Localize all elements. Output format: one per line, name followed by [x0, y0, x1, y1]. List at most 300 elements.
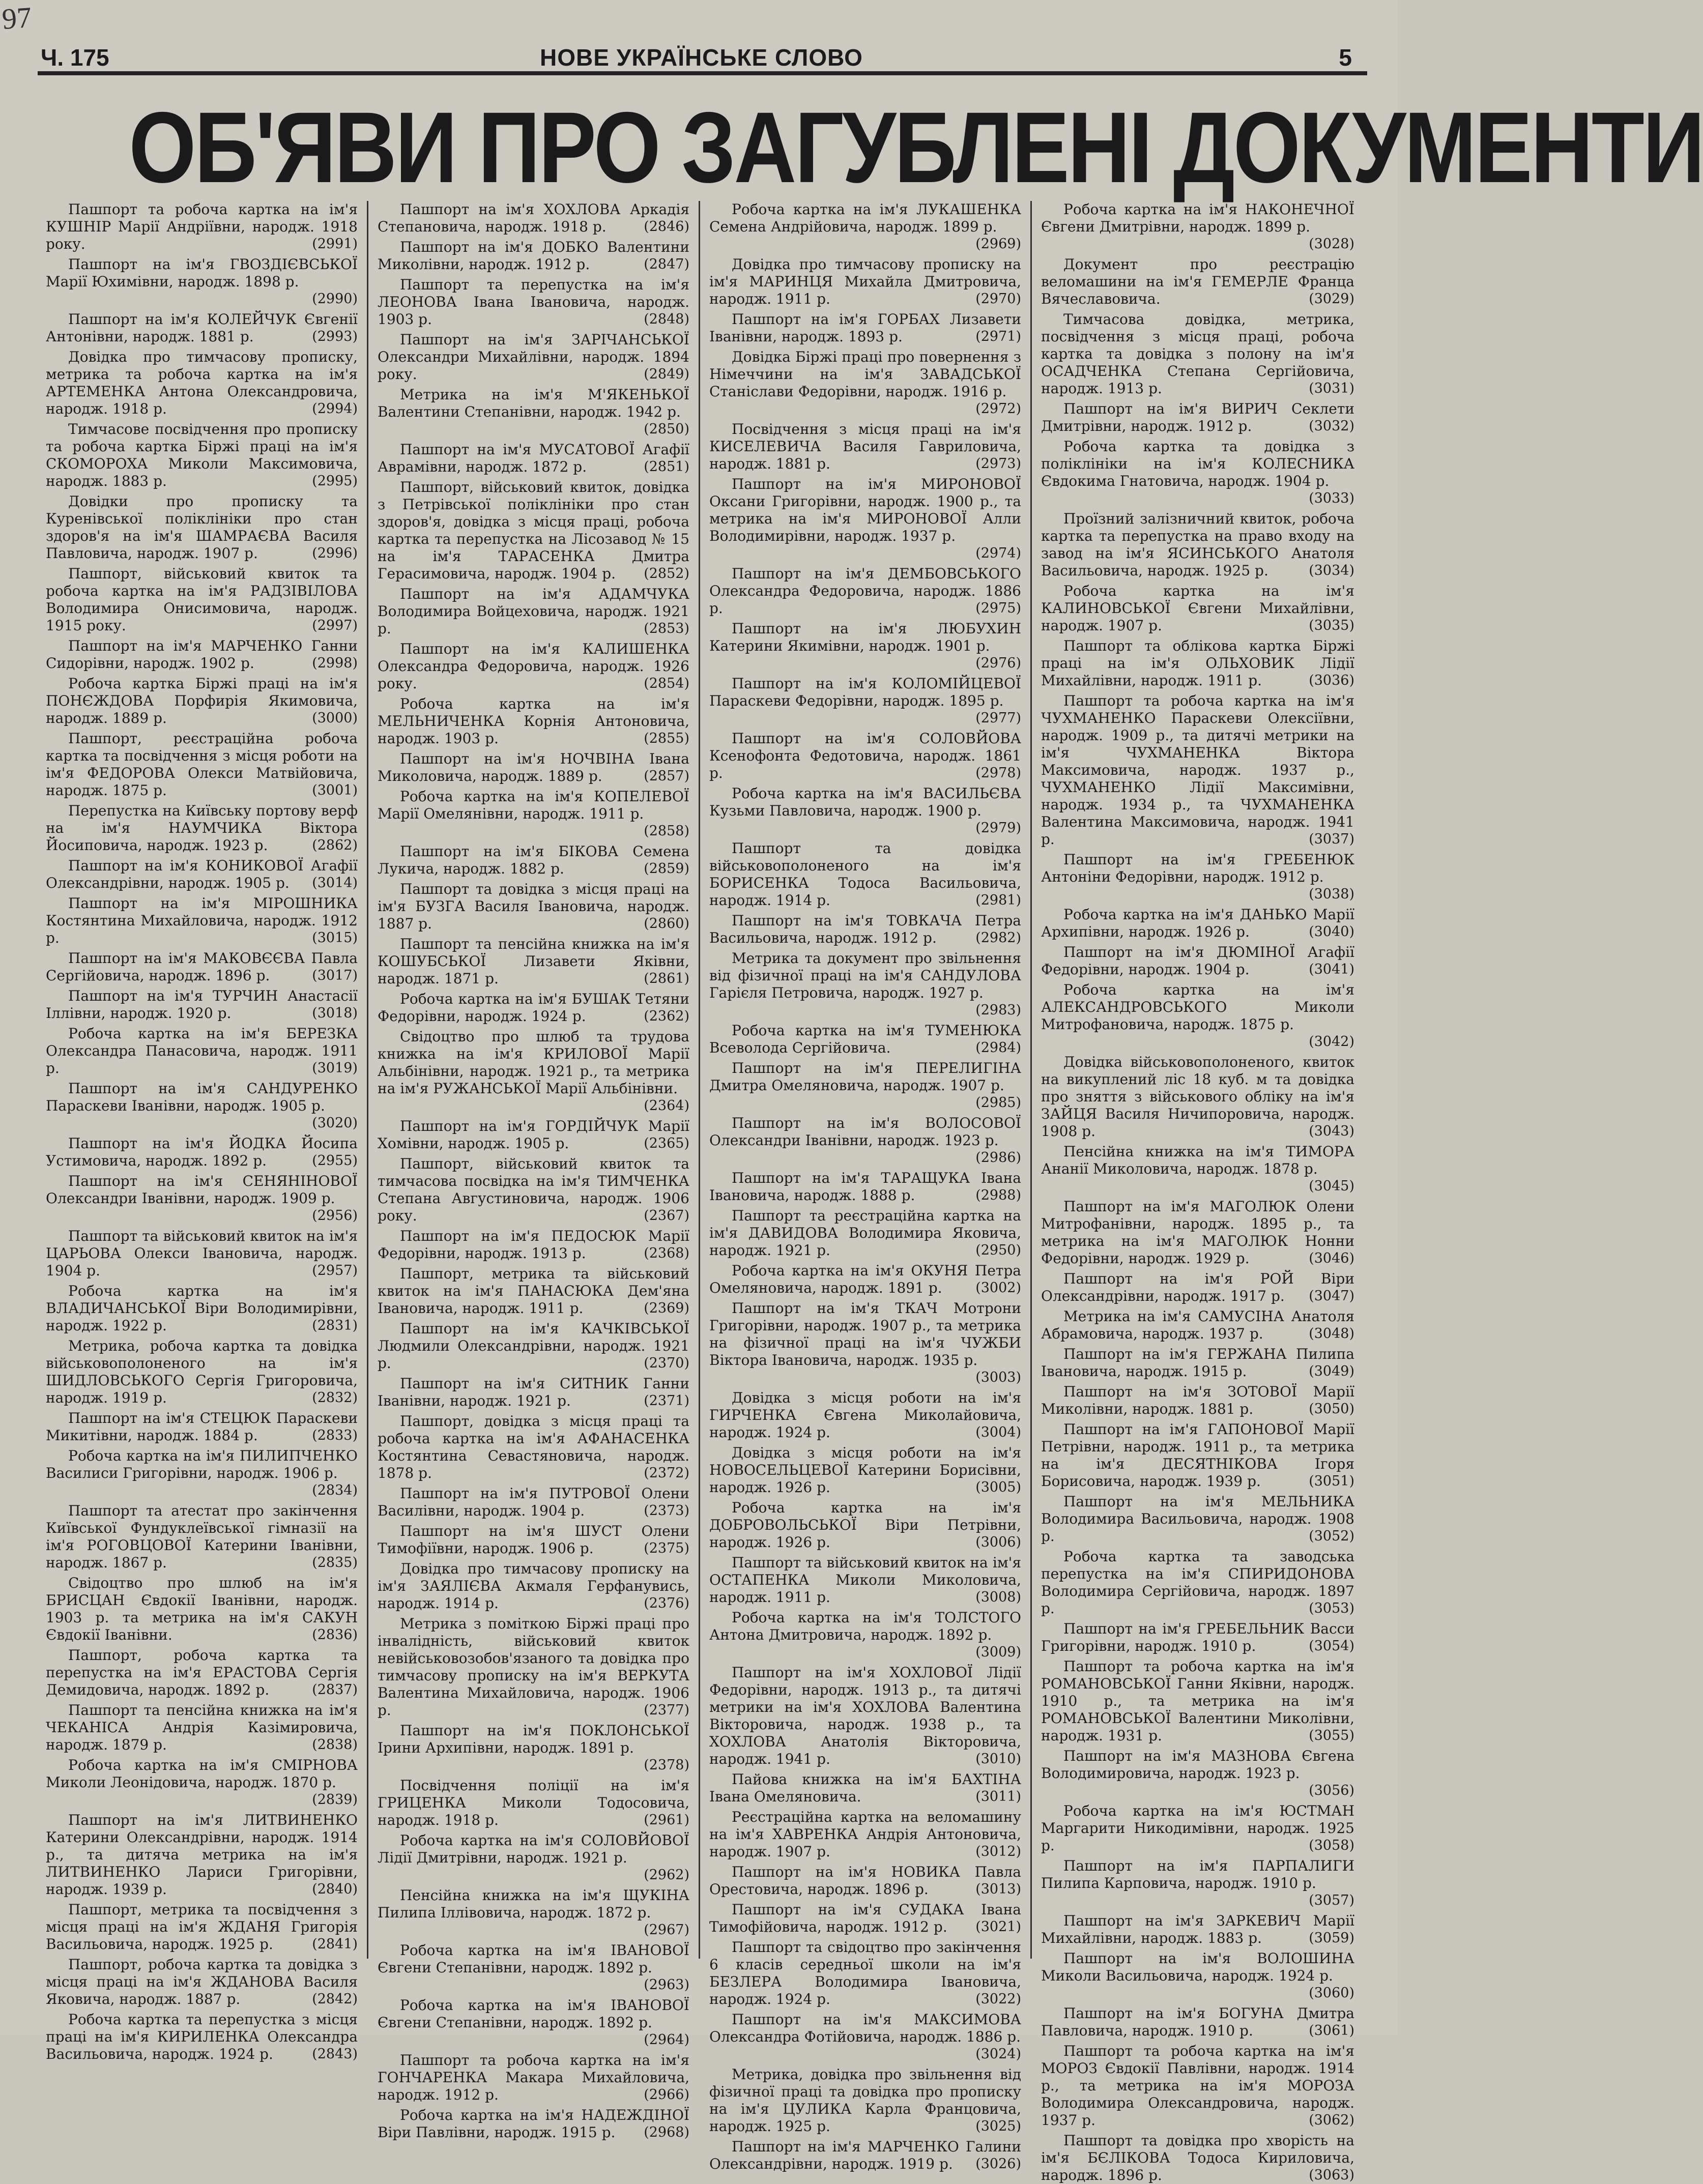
lost-document-notice — [709, 1554, 1021, 1606]
lost-document-notice — [1041, 583, 1354, 634]
lost-document-notice — [46, 1080, 358, 1132]
notice-number: (3032) — [1309, 418, 1354, 434]
lost-document-notice — [1041, 1658, 1354, 1744]
notice-text: Пашпорт на ім'я БІКОВА Семена Лукича, народж. 1882 р. — [378, 843, 689, 877]
notice-number: (2975) — [975, 600, 1021, 616]
notice-text: Пашпорт, військовий квиток та робоча картка на ім'я РАДЗІВІЛОВА Володимира Онисимовича, народж. 1915 року. — [46, 565, 358, 634]
lost-document-notice — [46, 857, 358, 892]
notice-text: Пашпорт та робоча картка на ім'я КУШНІР Марії Андріївни, народж. 1918 року. — [46, 201, 358, 252]
notice-text: Робоча картка на ім'я ЮСТМАН Маргарити Никодимівни, народж. 1925 р. — [1041, 1802, 1354, 1854]
lost-document-notice — [709, 2011, 1021, 2063]
lost-document-notice — [46, 675, 358, 727]
notice-number: (2964) — [644, 2032, 689, 2048]
lost-document-notice — [46, 1025, 358, 1077]
notice-number: (3011) — [975, 1789, 1021, 1804]
lost-document-notice — [709, 1499, 1021, 1551]
lost-document-notice — [46, 421, 358, 490]
notice-text: Пашпорт на ім'я ЗАРІЧАНСЬКОЇ Олександри Михайлівни, народж. 1894 року. — [378, 331, 689, 383]
notice-text: Довідка з місця роботи на ім'я НОВОСЕЛЬЦЕВОЇ Катерини Борисівни, народж. 1926 р. — [709, 1444, 1021, 1496]
lost-document-notice — [1041, 1748, 1354, 1799]
lost-document-notice — [378, 1485, 689, 1520]
notice-text: Тимчасова довідка, метрика, посвідчення з місця праці, робоча картка та довідка з полону на ім'я ОСАДЧЕНКА Степана Сергійовича, народж. 1913 р. — [1041, 311, 1354, 397]
lost-document-notice — [709, 1022, 1021, 1057]
notice-text: Пашпорт на ім'я БОГУНА Дмитра Павловича, народж. 1910 р. — [1041, 2005, 1354, 2039]
notice-number: (3021) — [975, 1919, 1021, 1935]
notice-number: (2842) — [312, 1991, 358, 2007]
notice-number: (2957) — [312, 1263, 358, 1278]
notice-number: (2373) — [644, 1503, 689, 1519]
lost-document-notice — [378, 1523, 689, 1557]
notice-number: (2850) — [644, 421, 689, 437]
lost-document-notice — [46, 730, 358, 799]
notice-number: (2861) — [644, 971, 689, 986]
notice-number: (2970) — [975, 291, 1021, 307]
notice-number: (3045) — [1309, 1178, 1354, 1194]
notice-text: Пашпорт на ім'я ГОРБАХ Лизавети Іванівни, народж. 1893 р. — [709, 311, 1021, 345]
notice-number: (3042) — [1309, 1034, 1354, 1050]
page-header — [41, 40, 1362, 75]
lost-document-notice — [46, 1901, 358, 1953]
notice-text: Пашпорт на ім'я МАКСИМОВА Олександра Фотійовича, народж. 1886 р. — [709, 2011, 1021, 2045]
lost-document-notice — [1041, 906, 1354, 941]
lost-document-notice — [709, 1939, 1021, 2008]
notice-number: (2862) — [312, 837, 358, 853]
lost-document-notice — [1041, 1421, 1354, 1490]
notice-text: Пашпорт, військовий квиток та тимчасова посвідка на ім'я ТИМЧЕНКА Степана Августиновича, народж. 1906 року. — [378, 1155, 689, 1224]
notice-text: Пашпорт та атестат про закінчення Київської Фундуклеївської гімназії на ім'я РОГОВЦОВОЇ Катерини Іванівни, народж. 1867 р. — [46, 1502, 358, 1571]
lost-document-notice — [46, 1410, 358, 1444]
lost-document-notice — [709, 1444, 1021, 1496]
lost-document-notice — [1041, 2132, 1354, 2184]
notice-number: (3034) — [1309, 563, 1354, 578]
lost-document-notice — [1041, 981, 1354, 1051]
notice-number: (3036) — [1309, 673, 1354, 688]
notice-text: Пашпорт на ім'я ЗОТОВОЇ Марії Миколівни, народж. 1881 р. — [1041, 1383, 1354, 1417]
notice-number: (2372) — [644, 1465, 689, 1481]
lost-document-notice — [46, 950, 358, 984]
notice-text: Пашпорт на ім'я ПАРПАЛИГИ Пилипа Карповича, народж. 1910 р. — [1041, 1857, 1354, 1891]
notice-text: Пашпорт на ім'я КОЛЕЙЧУК Євгенії Антонівни, народж. 1881 р. — [46, 311, 358, 345]
column-3 — [700, 201, 1032, 2172]
notice-text: Пашпорт, робоча картка та перепустка на ім'я ЕРАСТОВА Сергія Демидовича, народж. 1892 р. — [46, 1647, 358, 1698]
notice-number: (3004) — [975, 1424, 1021, 1440]
notice-text: Свідоцтво про шлюб та трудова книжка на ім'я КРИЛОВОЇ Марії Альбінівни, народж. 1921 р., та метрика на ім'я РУЖАНСЬКОЇ Марії Альбінівни. — [378, 1028, 689, 1097]
lost-document-notice — [1041, 2005, 1354, 2040]
lost-document-notice — [46, 1956, 358, 2008]
notice-number: (3063) — [1309, 2167, 1354, 2183]
notice-number: (2851) — [644, 459, 689, 475]
lost-document-notice — [709, 785, 1021, 837]
notice-text: Робоча картка на ім'я ТУМЕНЮКА Всеволода Сергійовича. — [709, 1022, 1021, 1056]
notice-text: Робоча картка на ім'я ІВАНОВОЇ Євгени Степанівни, народж. 1892 р. — [378, 1942, 689, 1976]
notice-number: (3041) — [1309, 962, 1354, 977]
notice-text: Пашпорт на ім'я ГАПОНОВОЇ Марії Петрівни, народж. 1911 р., та метрика на ім'я ДЕСЯТНІКОВА Ігоря Борисовича, народж. 1939 р. — [1041, 1421, 1354, 1490]
lost-document-notice — [378, 1228, 689, 1262]
notice-number: (2858) — [644, 823, 689, 839]
notice-number: (3000) — [312, 710, 358, 726]
notice-text: Робоча картка на ім'я ТОЛСТОГО Антона Дмитровича, народж. 1892 р. — [709, 1609, 1021, 1643]
lost-document-notice — [378, 695, 689, 747]
notice-text: Пашпорт на ім'я ЙОДКА Йосипа Устимовича, народж. 1892 р. — [46, 1135, 358, 1169]
notice-text: Пашпорт на ім'я ТАРАЩУКА Івана Івановича, народж. 1888 р. — [709, 1170, 1021, 1204]
notice-number: (3009) — [975, 1644, 1021, 1660]
notice-text: Довідки про прописку та Куренівської поліклініки про стан здоров'я на ім'я ШАМРАЄВА Василя Павловича, народж. 1907 р. — [46, 493, 358, 562]
notice-number: (3025) — [975, 2118, 1021, 2134]
lost-document-notice — [1041, 1143, 1354, 1195]
notice-number: (3008) — [975, 1589, 1021, 1605]
notice-number: (3053) — [1309, 1600, 1354, 1616]
notice-number: (3003) — [975, 1370, 1021, 1385]
page-number: 5 — [1339, 44, 1352, 71]
notice-text: Пашпорт та облікова картка Біржі праці на ім'я ОЛЬХОВИК Лідії Михайлівни, народж. 1911 р. — [1041, 637, 1354, 689]
notice-text: Пашпорт та військовий квиток на ім'я ЦАРЬОВА Олекси Івановича, народж. 1904 р. — [46, 1228, 358, 1279]
notice-number: (2963) — [644, 1977, 689, 1993]
notice-number: (2835) — [312, 1555, 358, 1570]
lost-document-notice — [378, 1615, 689, 1719]
notice-text: Проїзний залізничний квиток, робоча картка та перепустка на право входу на завод на ім'я ЯСИНСЬКОГО Анатоля Васильовича, народж. 1925 р. — [1041, 510, 1354, 579]
notice-text: Пашпорт на ім'я СЕНЯНІНОВОЇ Олександри Іванівни, народж. 1909 р. — [46, 1173, 358, 1207]
notice-text: Пашпорт на ім'я ЛЮБУХИН Катерини Якимівни, народж. 1901 р. — [709, 620, 1021, 654]
notice-text: Пашпорт на ім'я ХОХЛОВОЇ Лідії Федорівни, народж. 1913 р., та дитячі метрики на ім'я ХОХЛОВА Валентина Вікторовича, народж. 1938 р., та ХОХЛОВА Анатолія Вікторовича, народж. 1941 р. — [709, 1664, 1021, 1767]
notice-number: (2956) — [312, 1208, 358, 1224]
lost-document-notice — [709, 620, 1021, 672]
notice-text: Пашпорт на ім'я КОЛОМІЙЦЕВОЇ Параскеви Федорівни, народж. 1895 р. — [709, 675, 1021, 709]
notice-number: (2967) — [644, 1922, 689, 1938]
lost-document-notice — [709, 311, 1021, 345]
notice-number: (3051) — [1309, 1473, 1354, 1489]
lost-document-notice — [709, 1300, 1021, 1386]
notice-number: (2376) — [644, 1595, 689, 1611]
notice-text: Пашпорт на ім'я РОЙ Віри Олександрівни, народж. 1917 р. — [1041, 1270, 1354, 1304]
notice-number: (2838) — [312, 1737, 358, 1753]
lost-document-notice — [1041, 1548, 1354, 1617]
notice-text: Пашпорт на ім'я САНДУРЕНКО Параскеви Іванівни, народж. 1905 р. — [46, 1080, 358, 1114]
notice-number: (3043) — [1309, 1123, 1354, 1139]
notice-number: (3046) — [1309, 1250, 1354, 1266]
lost-document-notice — [1041, 637, 1354, 689]
notice-number: (2982) — [975, 930, 1021, 946]
lost-document-notice — [46, 1228, 358, 1279]
notice-number: (3010) — [975, 1751, 1021, 1767]
lost-document-notice — [46, 311, 358, 345]
notice-text: Пашпорт на ім'я ГЕРЖАНА Пилипа Івановича, народж. 1915 р. — [1041, 1346, 1354, 1380]
notice-number: (2848) — [644, 311, 689, 327]
notice-text: Пашпорт, довідка з місця праці та робоча картка на ім'я АФАНАСЕНКА Костянтина Севастяновича, народж. 1878 р. — [378, 1413, 689, 1481]
notice-number: (3050) — [1309, 1401, 1354, 1417]
notice-number: (3006) — [975, 1534, 1021, 1550]
notice-text: Реєстраційна картка на веломашину на ім'я ХАВРЕНКА Андрія Антоновича, народж. 1907 р. — [709, 1809, 1021, 1860]
notice-text: Робоча картка на ім'я НАДЕЖДІНОЇ Віри Павлівни, народж. 1915 р. — [378, 2107, 689, 2141]
notice-text: Робоча картка на ім'я СОЛОВЙОВОЇ Лідії Дмитрівни, народж. 1921 р. — [378, 1832, 689, 1866]
notice-text: Пашпорт та реєстраційна картка на ім'я ДАВИДОВА Володимира Яковича, народж. 1921 р. — [709, 1207, 1021, 1259]
notice-number: (3017) — [312, 968, 358, 983]
notice-number: (3054) — [1309, 1638, 1354, 1654]
notice-text: Метрика на ім'я М'ЯКЕНЬКОЇ Валентини Степанівни, народж. 1942 р. — [378, 386, 689, 420]
notice-text: Пенсійна книжка на ім'я ТИМОРА Ананії Миколовича, народж. 1878 р. — [1041, 1143, 1354, 1177]
notice-number: (3035) — [1309, 618, 1354, 633]
notice-number: (2843) — [312, 2046, 358, 2062]
notice-text: Пенсійна книжка на ім'я ЩУКІНА Пилипа Іллівовича, народж. 1872 р. — [378, 1887, 689, 1921]
notice-number: (3014) — [312, 875, 358, 891]
notice-text: Пашпорт на ім'я ГРЕБЕЛЬНИК Васси Григорівни, народж. 1910 р. — [1041, 1620, 1354, 1654]
notice-text: Робоча картка на ім'я ЛУКАШЕНКА Семена Андрійовича, народж. 1899 р. — [709, 201, 1021, 235]
lost-document-notice — [1041, 2043, 1354, 2129]
notice-text: Пашпорт на ім'я СИТНИК Ганни Іванівни, народж. 1921 р. — [378, 1375, 689, 1409]
lost-document-notice — [709, 1809, 1021, 1860]
lost-document-notice — [378, 441, 689, 476]
notice-text: Пашпорт на ім'я ЛИТВИНЕНКО Катерини Олександрівни, народж. 1914 р., та дитяча метрика на ім'я ЛИТВИНЕНКО Лариси Григорівни, народж. 1939 р. — [46, 1812, 358, 1898]
notice-number: (3015) — [312, 930, 358, 946]
column-4 — [1032, 201, 1364, 2183]
notice-number: (2994) — [312, 401, 358, 417]
lost-document-notice — [46, 802, 358, 854]
lost-document-notice — [1041, 1383, 1354, 1418]
lost-document-notice — [709, 730, 1021, 782]
notice-number: (3019) — [312, 1060, 358, 1076]
lost-document-notice — [46, 1283, 358, 1334]
notice-number: (2998) — [312, 655, 358, 671]
lost-document-notice — [1041, 1308, 1354, 1343]
notice-text: Пашпорт та довідка військовополоненого на ім'я БОРИСЕНКА Тодоса Васильовича, народж. 1914 р. — [709, 840, 1021, 909]
lost-document-notice — [709, 348, 1021, 418]
lost-document-notice — [709, 912, 1021, 947]
notice-text: Робоча картка на ім'я КАЛИНОВСЬКОЇ Євгени Михайлівни, народж. 1907 р. — [1041, 583, 1354, 634]
notice-text: Пашпорт та пенсійна книжка на ім'я КОШУБСЬКОЇ Лизавети Яківни, народж. 1871 р. — [378, 936, 689, 987]
lost-document-notice — [1041, 201, 1354, 253]
notice-number: (2847) — [644, 256, 689, 272]
lost-document-notice — [46, 1757, 358, 1809]
notice-number: (2839) — [312, 1792, 358, 1808]
notice-number: (2857) — [644, 768, 689, 784]
notice-text: Пашпорт на ім'я МУСАТОВОЇ Агафії Аврамівни, народж. 1872 р. — [378, 441, 689, 475]
notice-number: (2841) — [312, 1936, 358, 1952]
notice-text: Перепустка на Київську портову верф на ім'я НАУМЧИКА Віктора Йосиповича, народж. 1923 р. — [46, 802, 358, 854]
notice-number: (2832) — [312, 1390, 358, 1406]
notice-text: Пашпорт на ім'я ДЮМІНОЇ Агафії Федорівни, народж. 1904 р. — [1041, 944, 1354, 978]
notice-number: (2977) — [975, 710, 1021, 726]
lost-document-notice — [46, 1337, 358, 1407]
lost-document-notice — [1041, 1857, 1354, 1909]
notice-number: (2370) — [644, 1355, 689, 1371]
lost-document-notice — [378, 479, 689, 583]
column-1 — [37, 201, 368, 2062]
lost-document-notice — [378, 201, 689, 236]
notice-text: Пашпорт на ім'я ДЕМБОВСЬКОГО Олександра Федоровича, народж. 1886 р. — [709, 565, 1021, 617]
notice-number: (3013) — [975, 1881, 1021, 1897]
lost-document-notice — [1041, 1054, 1354, 1140]
notice-text: Робоча картка на ім'я ВАСИЛЬЄВА Кузьми Павловича, народж. 1900 р. — [709, 785, 1021, 819]
notice-number: (2855) — [644, 731, 689, 746]
lost-document-notice — [1041, 1270, 1354, 1305]
lost-document-notice — [1041, 438, 1354, 507]
notice-text: Пайова книжка на ім'я БАХТІНА Івана Омеляновича. — [709, 1771, 1021, 1805]
notice-text: Пашпорт на ім'я ПЕРЕЛИГІНА Дмитра Омеляновича, народж. 1907 р. — [709, 1060, 1021, 1094]
lost-document-notice — [46, 987, 358, 1022]
notice-text: Робоча картка на ім'я ДОБРОВОЛЬСЬКОЇ Віри Петрівни, народж. 1926 р. — [709, 1499, 1021, 1551]
lost-document-notice — [46, 1135, 358, 1170]
notice-text: Пашпорт на ім'я ПЕДОСЮК Марії Федорівни, народж. 1913 р. — [378, 1228, 689, 1262]
notice-text: Робоча картка на ім'я НАКОНЕЧНОЇ Євгени Дмитрівни, народж. 1899 р. — [1041, 201, 1354, 235]
notice-text: Пашпорт та робоча картка на ім'я ГОНЧАРЕНКА Макара Михайловича, народж. 1912 р. — [378, 2052, 689, 2103]
notice-number: (3024) — [975, 2046, 1021, 2062]
notice-text: Пашпорт на ім'я КАЧКІВСЬКОЇ Людмили Олександрівни, народж. 1921 р. — [378, 1320, 689, 1372]
lost-document-notice — [378, 2052, 689, 2104]
notice-text: Пашпорт та пенсійна книжка на ім'я ЧЕКАНІСА Андрія Казімировича, народж. 1879 р. — [46, 1702, 358, 1753]
lost-document-notice — [709, 421, 1021, 473]
notice-text: Пашпорт на ім'я МАРЧЕНКО Ганни Сидорівни, народж. 1902 р. — [46, 637, 358, 672]
notice-number: (2836) — [312, 1627, 358, 1643]
notice-number: (2972) — [975, 401, 1021, 417]
notice-number: (2854) — [644, 676, 689, 691]
lost-document-notice — [378, 1832, 689, 1884]
notice-text: Пашпорт на ім'я ДОБКО Валентини Миколівни, народж. 1912 р. — [378, 239, 689, 273]
notice-number: (3033) — [1309, 490, 1354, 506]
notice-text: Посвідчення з місця праці на ім'я КИСЕЛЕВИЧА Василя Гавриловича, народж. 1881 р. — [709, 421, 1021, 472]
lost-document-notice — [1041, 851, 1354, 903]
notice-text: Робоча картка на ім'я ВЛАДИЧАНСЬКОЇ Віри Володимирівни, народж. 1922 р. — [46, 1283, 358, 1334]
notice-text: Пашпорт, робоча картка та довідка з місця праці на ім'я ЖДАНОВА Василя Яковича, народж. 1887 р. — [46, 1956, 358, 2007]
notice-text: Довідка Біржі праці про повернення з Німеччини на ім'я ЗАВАДСЬКОЇ Станіслави Федорівни, народж. 1916 р. — [709, 348, 1021, 400]
notice-text: Пашпорт на ім'я СТЕЦЮК Параскеви Микитівни, народж. 1884 р. — [46, 1410, 358, 1444]
notice-number: (2976) — [975, 655, 1021, 671]
lost-document-notice — [46, 1812, 358, 1898]
notice-text: Пашпорт та робоча картка на ім'я ЧУХМАНЕНКО Параскеви Олексіївни, народж. 1909 р., та дитячі метрики на ім'я ЧУХМАНЕНКА Віктора Максимовича, народж. 1937 р., ЧУХМАНЕНКО Лідії Максимівни, народж. 1934 р., та ЧУХМАНЕНКА Валентина Максимовича, народж. 1941 р. — [1041, 692, 1354, 848]
notice-number: (2853) — [644, 621, 689, 636]
lost-document-notice — [1041, 944, 1354, 978]
lost-document-notice — [378, 1375, 689, 1410]
notice-number: (2996) — [312, 545, 358, 561]
lost-document-notice — [709, 1115, 1021, 1167]
lost-document-notice — [378, 843, 689, 878]
lost-document-notice — [378, 1942, 689, 1994]
notice-text: Пашпорт на ім'я КАЛИШЕНКА Олександра Федоровича, народж. 1926 року. — [378, 640, 689, 692]
lost-document-notice — [1041, 1620, 1354, 1655]
notice-text: Пашпорт та перепустка на ім'я ЛЕОНОВА Івана Івановича, народж. 1903 р. — [378, 276, 689, 328]
lost-document-notice — [46, 348, 358, 418]
notice-number: (2990) — [312, 291, 358, 307]
notice-number: (2971) — [975, 329, 1021, 344]
notice-text: Робоча картка та заводська перепустка на ім'я СПИРИДОНОВА Володимира Сергійовича, народж. 1897 р. — [1041, 1548, 1354, 1617]
notice-text: Довідка військовополоненого, квиток на викуплений ліс 18 куб. м та довідка про зняття з військового обліку на ім'я ЗАЙЦЯ Василя Ничипоровича, народж. 1908 р. — [1041, 1054, 1354, 1140]
lost-document-notice — [378, 1320, 689, 1372]
lost-document-notice — [709, 256, 1021, 308]
lost-document-notice — [46, 1173, 358, 1225]
notice-number: (2968) — [644, 2124, 689, 2140]
notice-text: Довідка про тимчасову прописку, метрика та робоча картка на ім'я АРТЕМЕНКА Антона Олександровича, народж. 1918 р. — [46, 348, 358, 417]
notice-number: (3056) — [1309, 1783, 1354, 1798]
lost-document-notice — [46, 1647, 358, 1699]
lost-document-notice — [378, 1118, 689, 1152]
notice-text: Пашпорт та довідка з місця праці на ім'я БУЗГА Василя Івановича, народж. 1887 р. — [378, 881, 689, 932]
notice-number: (3005) — [975, 1479, 1021, 1495]
notice-number: (3002) — [975, 1280, 1021, 1296]
notice-text: Пашпорт на ім'я ТКАЧ Мотрони Григорівни, народж. 1907 р., та метрика на фізичної праці на ім'я ЧУЖБИ Віктора Івановича, народж. 1935 р. — [709, 1300, 1021, 1368]
notice-number: (3055) — [1309, 1728, 1354, 1743]
notice-number: (2852) — [644, 566, 689, 581]
notice-text: Пашпорт на ім'я ШУСТ Олени Тимофіївни, народж. 1906 р. — [378, 1523, 689, 1557]
notice-number: (2950) — [975, 1242, 1021, 1258]
notice-number: (3037) — [1309, 831, 1354, 847]
notice-text: Пашпорт на ім'я ВИРИЧ Секлети Дмитрівни, народж. 1912 р. — [1041, 400, 1354, 434]
lost-document-notice — [709, 201, 1021, 253]
notice-text: Довідка про тимчасову прописку на ім'я ЗАЯЛІЄВА Акмаля Герфанувись, народж. 1914 р. — [378, 1560, 689, 1612]
notice-number: (2840) — [312, 1881, 358, 1897]
notice-number: (3020) — [312, 1115, 358, 1131]
lost-document-notice — [709, 1389, 1021, 1441]
notice-number: (2986) — [975, 1150, 1021, 1166]
lost-document-notice — [378, 1155, 689, 1225]
notice-number: (3001) — [312, 782, 358, 798]
lost-document-notice — [378, 1722, 689, 1774]
notice-text: Пашпорт на ім'я СОЛОВЙОВА Ксенофонта Федотовича, народж. 1861 р. — [709, 730, 1021, 781]
notice-text: Довідка з місця роботи на ім'я ГИРЧЕНКА Євгена Миколайовича, народж. 1924 р. — [709, 1389, 1021, 1441]
notice-text: Пашпорт на ім'я ЗАРКЕВИЧ Марії Михайлівни, народж. 1883 р. — [1041, 1912, 1354, 1946]
lost-document-notice — [1041, 1346, 1354, 1380]
notice-text: Робоча картка на ім'я ІВАНОВОЇ Євгени Степанівни, народж. 1892 р. — [378, 1997, 689, 2031]
lost-document-notice — [46, 1702, 358, 1754]
notice-number: (3022) — [975, 1991, 1021, 2007]
notice-number: (3040) — [1309, 924, 1354, 940]
column-2 — [368, 201, 700, 2141]
notice-text: Пашпорт на ім'я МАГОЛЮК Олени Митрофанівни, народж. 1895 р., та метрика на ім'я МАГОЛЮК Нонни Федорівни, народж. 1929 р. — [1041, 1198, 1354, 1267]
notice-text: Пашпорт на ім'я НОВИКА Павла Орестовича, народж. 1896 р. — [709, 1863, 1021, 1898]
notice-number: (2978) — [975, 765, 1021, 781]
notice-text: Пашпорт на ім'я МАРЧЕНКО Галини Олександрівни, народж. 1919 р. — [709, 2138, 1021, 2172]
notice-text: Пашпорт та військовий квиток на ім'я ОСТАПЕНКА Миколи Миколовича, народж. 1911 р. — [709, 1554, 1021, 1606]
notice-text: Пашпорт, військовий квиток, довідка з Петрівської поліклініки про стан здоров'я, довідка з місця праці, робоча картка та перепустка на Лісозавод № 15 на ім'я ТАРАСЕНКА Дмитра Герасимовича, народж. 1904 р. — [378, 479, 689, 582]
notice-number: (2375) — [644, 1540, 689, 1556]
lost-document-notice — [709, 1262, 1021, 1297]
notice-number: (3062) — [1309, 2112, 1354, 2128]
notice-number: (2991) — [312, 236, 358, 252]
notice-text: Робоча картка на ім'я ДАНЬКО Марії Архипівни, народж. 1926 р. — [1041, 906, 1354, 940]
notice-text: Пашпорт, метрика та військовий квиток на ім'я ПАНАСЮКА Дем'яна Івановича, народж. 1911 р. — [378, 1265, 689, 1317]
lost-document-notice — [378, 1028, 689, 1115]
notice-number: (2378) — [644, 1757, 689, 1773]
notice-number: (2369) — [644, 1300, 689, 1316]
notice-text: Пашпорт та довідка про хворість на ім'я БЄЛІКОВА Тодоса Кириловича, народж. 1896 р. — [1041, 2132, 1354, 2183]
notice-text: Пашпорт на ім'я ПОКЛОНСЬКОЇ Ірини Архипівни, народж. 1891 р. — [378, 1722, 689, 1756]
notice-number: (3048) — [1309, 1326, 1354, 1342]
notice-number: (2846) — [644, 219, 689, 235]
notice-text: Пашпорт на ім'я ТОВКАЧА Петра Васильовича, народж. 1912 р. — [709, 912, 1021, 946]
notice-number: (3028) — [1309, 236, 1354, 252]
lost-document-notice — [46, 1502, 358, 1571]
lost-document-notice — [378, 1997, 689, 2049]
notice-text: Пашпорт та робоча картка на ім'я РОМАНОВСЬКОЇ Ганни Яківни, народж. 1910 р., та метрика на ім'я РОМАНОВСЬКОЇ Валентини Миколівни, народж. 1931 р. — [1041, 1658, 1354, 1744]
lost-document-notice — [709, 1901, 1021, 1936]
notice-text: Пашпорт на ім'я КОНИКОВОЇ Агафії Олександрівни, народж. 1905 р. — [46, 857, 358, 891]
notice-text: Пашпорт на ім'я ВОЛОСОВОЇ Олександри Іванівни, народж. 1923 р. — [709, 1115, 1021, 1149]
lost-document-notice — [378, 881, 689, 933]
notice-number: (3038) — [1309, 886, 1354, 902]
lost-document-notice — [46, 895, 358, 947]
notice-text: Пашпорт на ім'я ВОЛОШИНА Миколи Васильовича, народж. 1924 р. — [1041, 1950, 1354, 1984]
lost-document-notice — [46, 565, 358, 634]
notice-number: (2961) — [644, 1812, 689, 1828]
notice-number: (2988) — [975, 1187, 1021, 1203]
notice-text: Пашпорт, реєстраційна робоча картка та посвідчення з місця роботи на ім'я ФЕДОРОВА Олекси Матвійовича, народж. 1875 р. — [46, 730, 358, 799]
lost-document-notice — [46, 493, 358, 562]
lost-document-notice — [1041, 692, 1354, 848]
notice-text: Пашпорт на ім'я ТУРЧИН Анастасії Іллівни, народж. 1920 р. — [46, 987, 358, 1022]
lost-document-notice — [378, 640, 689, 692]
notice-number: (2377) — [644, 1702, 689, 1718]
notice-text: Довідка про тимчасову прописку на ім'я МАРИНЦЯ Михайла Дмитровича, народж. 1911 р. — [709, 256, 1021, 307]
lost-document-notice — [1041, 311, 1354, 397]
lost-document-notice — [709, 476, 1021, 562]
lost-document-notice — [378, 788, 689, 840]
